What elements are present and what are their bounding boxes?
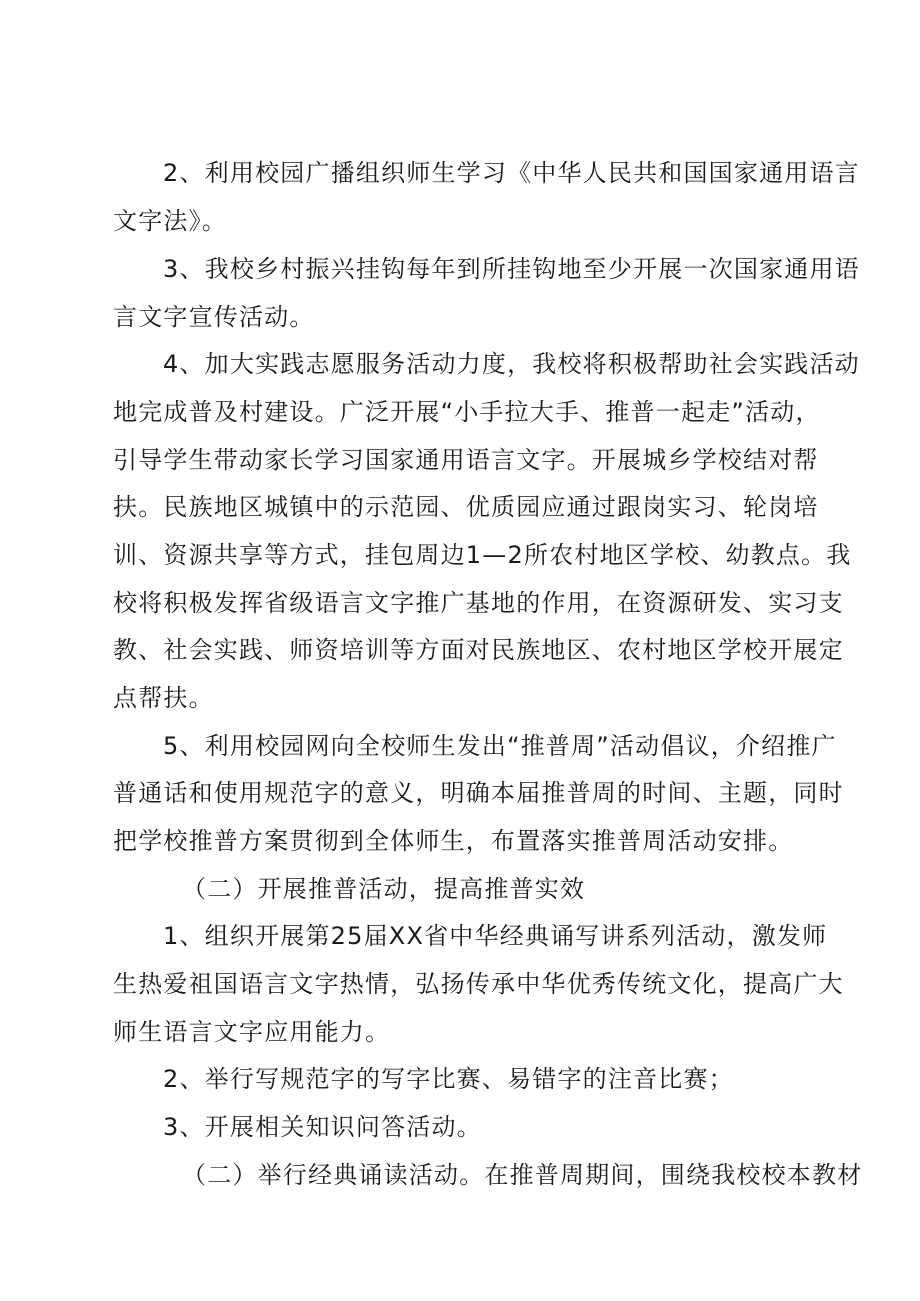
text-line: 2、举行写规范字的写字比赛、易错字的注音比赛； [163, 1065, 734, 1093]
text-line: 3、开展相关知识问答活动。 [163, 1113, 482, 1141]
text-line: （二）举行经典诵读活动。在推普周期间，围绕我校校本教材 [182, 1161, 863, 1189]
text-line: 2、利用校园广播组织师生学习《中华人民共和国国家通用语言 [163, 159, 860, 187]
text-line: 训、资源共享等方式，挂包周边1—2所农村地区学校、幼教点。我 [113, 541, 852, 569]
text-line: 生热爱祖国语言文字热情，弘扬传承中华优秀传统文化，提高广大 [113, 970, 844, 998]
text-line: 3、我校乡村振兴挂钩每年到所挂钩地至少开展一次国家通用语 [163, 255, 860, 283]
text-line: 点帮扶。 [113, 684, 214, 712]
text-line: 师生语言文字应用能力。 [113, 1018, 391, 1046]
text-line: 把学校推普方案贯彻到全体师生，布置落实推普周活动安排。 [113, 827, 794, 855]
text-line: 引导学生带动家长学习国家通用语言文字。开展城乡学校结对帮 [113, 446, 819, 474]
text-line: 1、组织开展第25届XX省中华经典诵写讲系列活动，激发师 [163, 922, 828, 950]
text-line: 普通话和使用规范字的意义，明确本届推普周的时间、主题，同时 [113, 779, 844, 807]
text-line: 扶。民族地区城镇中的示范园、优质园应通过跟岗实习、轮岗培 [113, 493, 819, 521]
text-line: 文字法》。 [113, 207, 227, 235]
section-heading: （二）开展推普活动，提高推普实效 [182, 875, 586, 903]
text-line: 5、利用校园网向全校师生发出“推普周”活动倡议，介绍推广 [163, 732, 837, 760]
text-line: 言文字宣传活动。 [113, 303, 315, 331]
text-line: 教、社会实践、师资培训等方面对民族地区、农村地区学校开展定 [113, 636, 844, 664]
text-line: 地完成普及村建设。广泛开展“小手拉大手、推普一起走”活动， [113, 398, 821, 426]
text-line: 校将积极发挥省级语言文字推广基地的作用，在资源研发、实习支 [113, 589, 844, 617]
text-line: 4、加大实践志愿服务活动力度，我校将积极帮助社会实践活动 [163, 350, 860, 378]
